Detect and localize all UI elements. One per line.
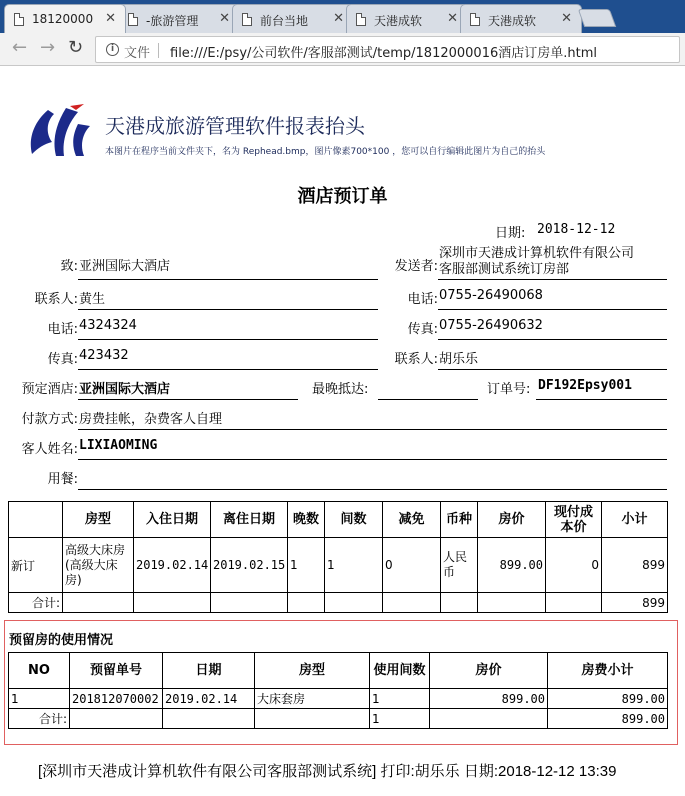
phone-label: 电话:	[47, 322, 78, 337]
order-no-label: 订单号:	[487, 382, 531, 397]
phone-value: 4324324	[79, 318, 137, 333]
table-cell: 2019.02.15	[211, 538, 288, 593]
column-header: 日期	[163, 653, 255, 689]
table-cell	[70, 709, 163, 729]
reload-icon[interactable]: ↻	[68, 37, 84, 58]
table-cell	[546, 593, 602, 613]
column-header: 币种	[441, 502, 478, 538]
underline	[78, 489, 667, 490]
table-cell: 1	[370, 689, 430, 709]
table-cell	[383, 593, 441, 613]
reserve-title: 预留房的使用情况	[9, 633, 114, 648]
table-header-row	[9, 653, 668, 689]
table-cell	[211, 593, 288, 613]
address-bar[interactable]	[95, 36, 680, 63]
tab-label: 天港成软	[488, 14, 537, 28]
document-icon	[128, 13, 138, 26]
url-text[interactable]: file:///E:/psy/公司软件/客服部测试/temp/1812000016酒店订房单.html	[170, 46, 597, 61]
table-cell: 2019.02.14	[134, 538, 211, 593]
order-no-value: DF192Epsy001	[538, 378, 632, 393]
contact-value: 黄生	[79, 292, 106, 307]
forward-arrow-icon[interactable]: →	[40, 37, 56, 58]
sender-fax-value: 0755-26490632	[439, 318, 543, 333]
total-value: 899.00	[548, 709, 668, 729]
tab-label: -旅游管理	[146, 14, 199, 28]
table-cell: 1	[325, 538, 383, 593]
rooms-table	[8, 501, 668, 613]
document-icon	[470, 13, 480, 26]
new-tab-button[interactable]	[578, 9, 617, 27]
table-cell: 899.00	[478, 538, 546, 593]
column-header: 使用间数	[370, 653, 430, 689]
table-cell: 人民币	[441, 538, 478, 593]
table-cell: 新订	[9, 538, 63, 593]
underline	[78, 279, 378, 280]
table-cell	[288, 593, 325, 613]
column-header: 房型	[63, 502, 134, 538]
underline	[78, 369, 378, 370]
table-cell	[441, 593, 478, 613]
to-value: 亚洲国际大酒店	[79, 259, 171, 274]
sender-contact-value: 胡乐乐	[439, 352, 479, 367]
document-icon	[14, 13, 24, 26]
letterhead-note: 本图片在程序当前文件夹下，名为 Rephead.bmp，图片像素700*100 ，您可以自行编辑此图片为自己的抬头	[105, 147, 546, 157]
fax-label: 传真:	[47, 352, 78, 367]
sender-label: 发送者:	[394, 259, 438, 274]
reserve-table	[8, 652, 668, 729]
table-cell	[325, 593, 383, 613]
company-logo	[26, 104, 96, 158]
close-icon[interactable]: ✕	[219, 11, 230, 26]
table-total-row	[9, 709, 668, 729]
url-divider	[158, 43, 159, 58]
underline	[438, 279, 667, 280]
column-header: 房价	[430, 653, 548, 689]
meal-label: 用餐:	[47, 472, 78, 487]
table-cell: 899	[602, 538, 668, 593]
underline	[78, 309, 378, 310]
table-cell: 899.00	[548, 689, 668, 709]
sender-value-line1: 深圳市天港成计算机软件有限公司	[439, 246, 635, 261]
table-cell: 0	[383, 538, 441, 593]
column-header: NO	[9, 653, 70, 689]
table-cell: 高级大床房(高级大床房)	[63, 538, 134, 593]
table-cell: 899.00	[430, 689, 548, 709]
date-value: 2018-12-12	[537, 222, 616, 237]
page-title: 酒店预订单	[297, 186, 388, 207]
total-label: 合计:	[9, 709, 70, 729]
column-header: 房价	[478, 502, 546, 538]
underline	[78, 429, 667, 430]
browser-tab-3[interactable]	[232, 4, 354, 33]
table-cell	[255, 709, 370, 729]
latest-arrival-label: 最晚抵达:	[312, 382, 369, 397]
close-icon[interactable]: ✕	[333, 11, 344, 26]
table-header-row	[9, 502, 668, 538]
table-cell	[134, 593, 211, 613]
underline	[78, 399, 298, 400]
contact-label: 联系人:	[34, 292, 78, 307]
table-total-row	[9, 593, 668, 613]
table-cell	[163, 709, 255, 729]
browser-tab-1[interactable]	[4, 4, 126, 33]
table-cell	[430, 709, 548, 729]
date-label: 日期:	[495, 226, 526, 241]
tab-strip	[0, 0, 685, 33]
column-header: 现付成本价	[546, 502, 602, 538]
print-footer: [深圳市天港成计算机软件有限公司客服部测试系统] 打印:胡乐乐 日期:2018-12-12 13:39	[38, 763, 617, 780]
total-value: 899	[602, 593, 668, 613]
underline	[536, 399, 667, 400]
info-icon[interactable]: i	[106, 43, 119, 56]
column-header: 预留单号	[70, 653, 163, 689]
sender-value-line2: 客服部测试系统订房部	[439, 262, 570, 277]
fax-value: 423432	[79, 348, 129, 363]
column-header: 晚数	[288, 502, 325, 538]
browser-tab-4[interactable]	[346, 4, 468, 33]
column-header: 入住日期	[134, 502, 211, 538]
browser-tab-2[interactable]	[118, 4, 240, 33]
browser-tab-5[interactable]	[460, 4, 582, 33]
total-rooms-value: 1	[370, 709, 430, 729]
back-arrow-icon[interactable]: ←	[12, 37, 28, 58]
sender-phone-label: 电话:	[407, 292, 438, 307]
guest-name-label: 客人姓名:	[21, 442, 78, 457]
column-header: 小计	[602, 502, 668, 538]
sender-fax-label: 传真:	[407, 322, 438, 337]
underline	[378, 399, 478, 400]
payment-label: 付款方式:	[21, 412, 78, 427]
table-cell	[478, 593, 546, 613]
underline	[78, 339, 378, 340]
close-icon[interactable]: ✕	[447, 11, 458, 26]
underline	[438, 369, 667, 370]
tab-label: 18120000	[32, 12, 94, 26]
table-cell: 1	[288, 538, 325, 593]
tab-label: 前台当地	[260, 14, 309, 28]
table-row	[9, 538, 668, 593]
underline	[438, 339, 667, 340]
sender-contact-label: 联系人:	[394, 352, 438, 367]
document-icon	[242, 13, 252, 26]
table-cell: 0	[546, 538, 602, 593]
hotel-value: 亚洲国际大酒店	[79, 382, 171, 397]
to-label: 致:	[60, 259, 78, 274]
total-label: 合计:	[9, 593, 63, 613]
close-icon[interactable]: ✕	[561, 11, 572, 26]
letterhead-title: 天港成旅游管理软件报表抬头	[105, 114, 365, 138]
column-header: 房型	[255, 653, 370, 689]
payment-value: 房费挂帐，杂费客人自理	[79, 412, 223, 427]
underline	[78, 459, 667, 460]
browser-toolbar	[0, 33, 685, 66]
table-cell: 大床套房	[255, 689, 370, 709]
guest-name-value: LIXIAOMING	[79, 438, 158, 453]
table-cell: 2019.02.14	[163, 689, 255, 709]
url-scheme-label: 文件	[124, 46, 151, 61]
table-cell	[63, 593, 134, 613]
column-header: 离住日期	[211, 502, 288, 538]
underline	[438, 309, 667, 310]
tab-label: 天港成软	[374, 14, 423, 28]
table-cell: 1	[9, 689, 70, 709]
column-header: 间数	[325, 502, 383, 538]
column-header	[9, 502, 63, 538]
table-cell: 201812070002	[70, 689, 163, 709]
sender-phone-value: 0755-26490068	[439, 288, 543, 303]
column-header: 房费小计	[548, 653, 668, 689]
column-header: 减免	[383, 502, 441, 538]
close-icon[interactable]: ✕	[105, 11, 116, 26]
document-icon	[356, 13, 366, 26]
hotel-label: 预定酒店:	[21, 382, 78, 397]
table-row	[9, 689, 668, 709]
